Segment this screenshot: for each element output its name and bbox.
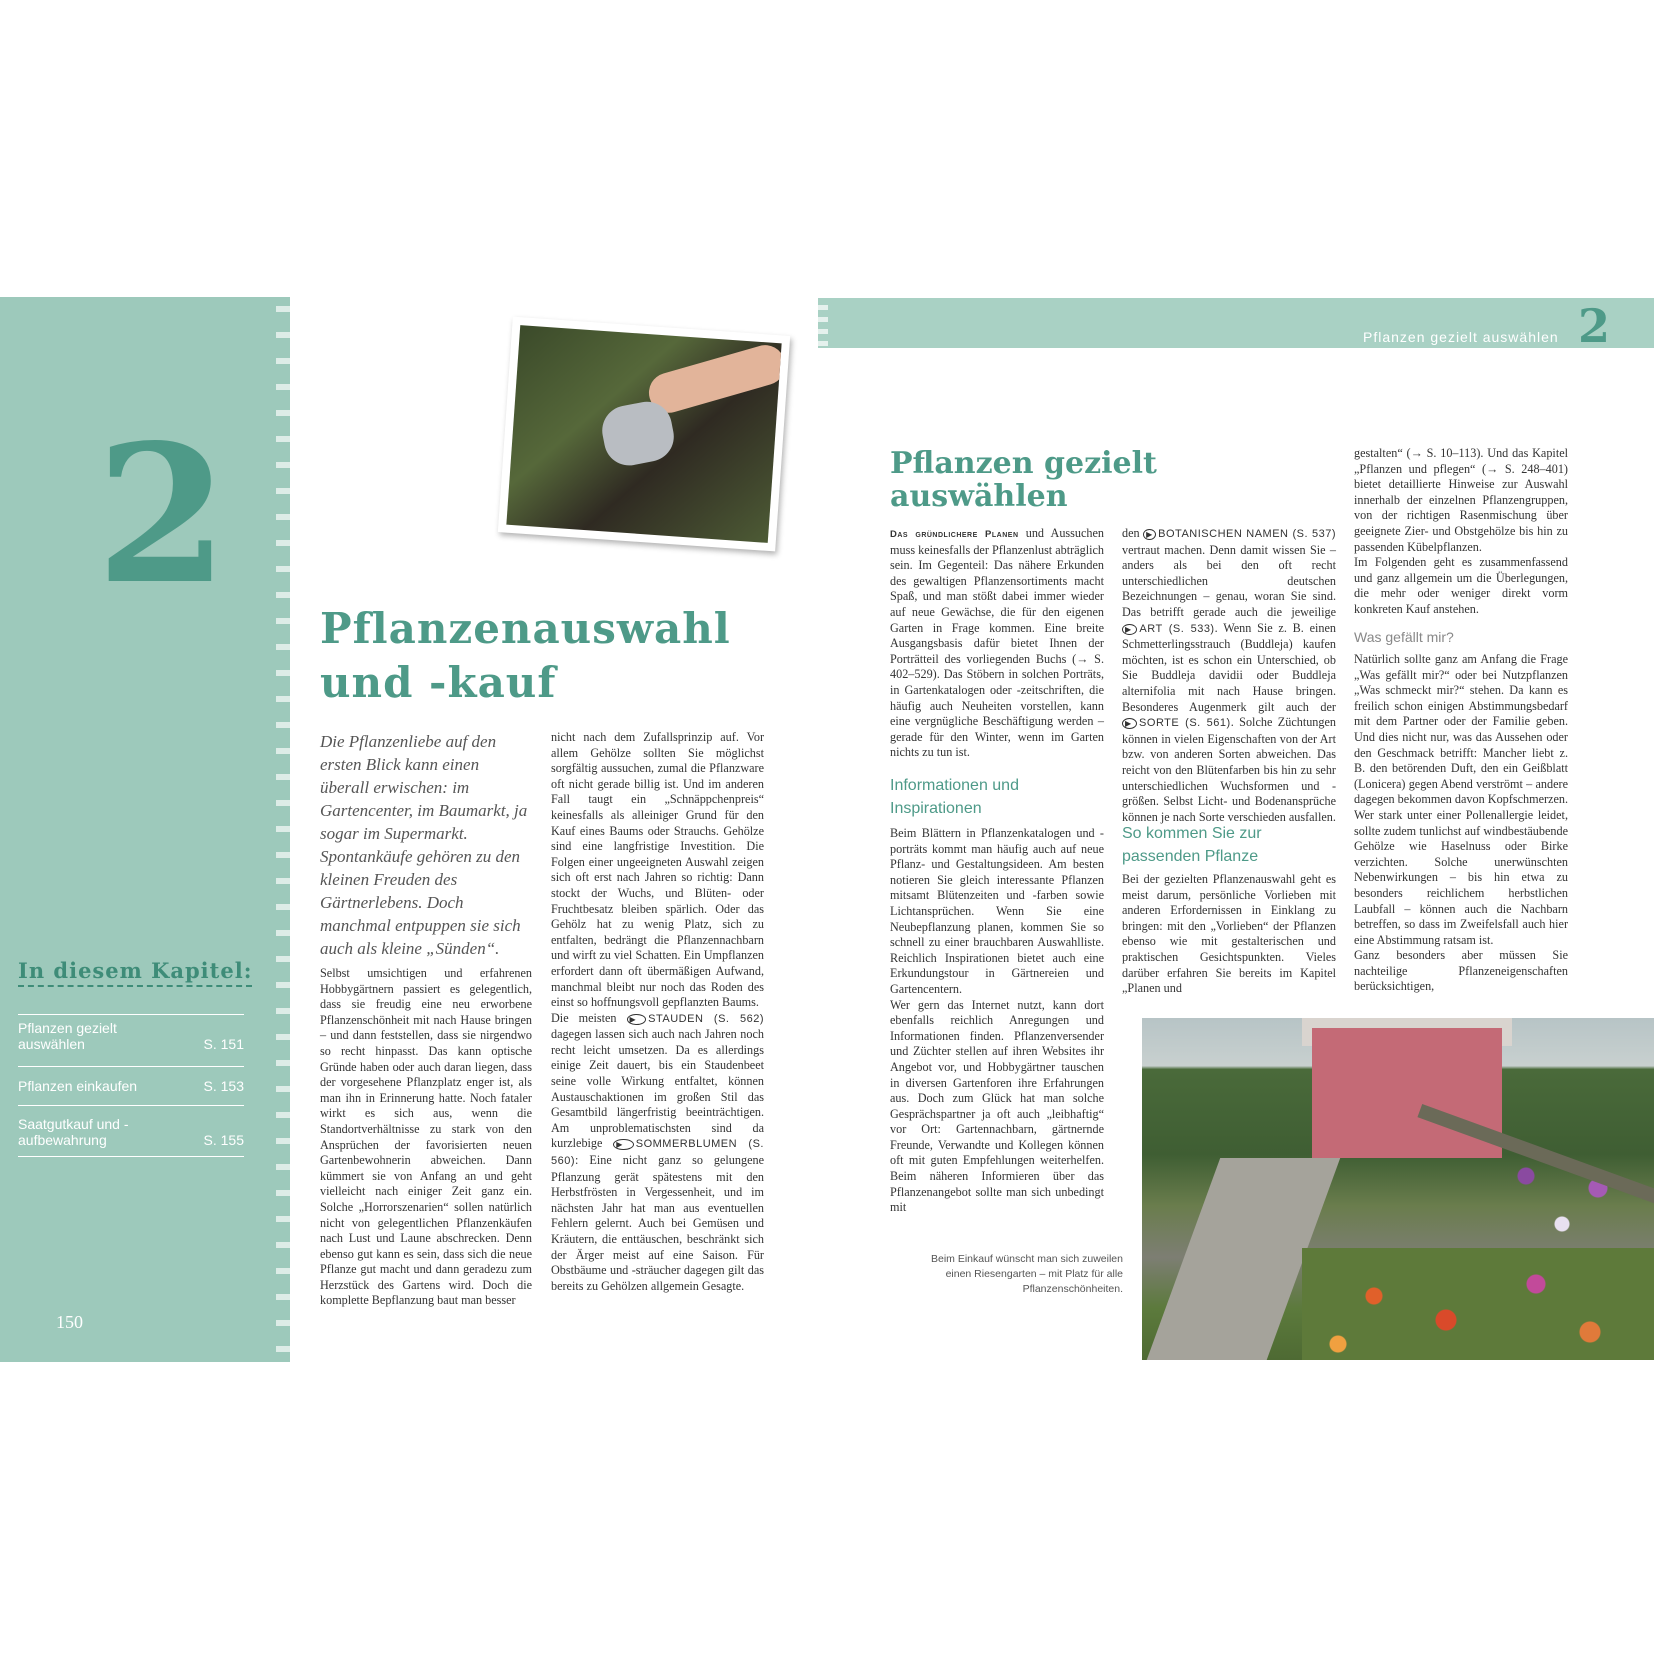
right-column-3 <box>1354 446 1568 618</box>
cross-reference[interactable]: ▶ BOTANISCHEN NAMEN (S. 537) <box>1143 528 1336 540</box>
cross-reference[interactable]: ▶ STAUDEN (S. 562) <box>627 1013 764 1025</box>
cross-reference[interactable]: ▶ ART (S. 533) <box>1122 623 1215 635</box>
paragraph: Im Folgenden geht es zusammenfassend und ganz allgemein um die Überlegungen, die mehr oder weniger direkt vorm konkreten Kauf anstehen. <box>1354 555 1568 616</box>
paragraph: Ganz besonders aber müssen Sie nachteilige Pflanzeneigenschaften berücksichtigen, <box>1354 948 1568 994</box>
right-column-2 <box>1122 526 1336 825</box>
chapter-title <box>320 602 780 710</box>
cross-reference[interactable]: ▶ SOMMERBLUMEN (S. 560) <box>551 1138 764 1167</box>
paragraph: Beim Blättern in Pflanzenkatalogen und -porträts kommt man häufig auch auf neue Pflanz- und Gestaltungsideen. Am besten notieren Sie gleich interessante Pflanzen mitsamt Blütenzeiten und -farben sowie Lichtansprüchen. Wenn Sie eine Neubepflanzung planen, kommen Sie so schnell zu einer brauchbaren Auswahlliste. Reichlich Inspirationen bietet auch eine Erkundungstour in Gärtnereien und Gartencentern. <box>890 826 1104 996</box>
gardening-gloves-photo <box>498 317 790 552</box>
toc-item-page: S. 155 <box>203 1132 244 1148</box>
toc-title: In diesem Kapitel: <box>18 958 252 987</box>
paragraph: Natürlich sollte ganz am Anfang die Frage „Was gefällt mir?“ oder bei Nutzpflanzen „Was schmeckt mir?“ stehen. Da kann es freilich schon einigen Abstimmungsbedarf mit dem Partner oder der Familie geben. Und dies nicht nur, was das Aussehen oder den Geschmack betrifft: Mancher liebt z. B. den betörenden Duft, den ein Geißblatt (Lonicera) gegen Abend verströmt – andere dagegen bekommen davon Kopfschmerzen. Wer stark unter einer Pollenallergie leidet, sollte zudem tunlichst auf windbestäubende Gehölze wie Haselnuss oder Birke verzichten. Solche unerwünschten Nebenwirkungen – bis hin etwa zu besonders reichlichem herbstlichen Laubfall – können auch die Nachbarn betreffen, so dass im Zweifelsfall auch hier eine Abstimmung ratsam ist. <box>1354 652 1568 947</box>
right-column-1b <box>890 826 1104 1216</box>
toc-divider <box>18 1156 244 1157</box>
toc-item-1[interactable] <box>18 1020 244 1052</box>
paragraph: gestalten“ (→ S. 10–113). Und das Kapitel „Pflanzen und pflegen“ (→ S. 248–401) bietet detaillierte Hinweise zur Auswahl innerhalb der einzelnen Pflanzengruppen, von der richtigen Rasenmischung über geeignete Zier- und Obstgehölze bis hin zu passenden Kübelpflanzen. <box>1354 446 1568 554</box>
toc-item-label: Pflanzen einkaufen <box>18 1078 138 1094</box>
toc-item-label: Pflanzen gezielt auswählen <box>18 1020 117 1052</box>
chapter-title-line2: und -kauf <box>320 658 557 707</box>
toc-item-page: S. 151 <box>203 1036 244 1052</box>
subheading-informationen: Informationen und Inspirationen <box>890 777 1019 817</box>
chapter-number: 2 <box>96 403 229 626</box>
paragraph: Die meisten ▶ STAUDEN (S. 562) dagegen lassen sich auch nach Jahren noch recht leicht umsetzen. Da es allerdings einige Zeit dauert, bis ein Staudenbeet seine volle Wirkung entfaltet, können Austauschaktionen im großen Stil das Gesamtbild längerfristig beeinträchtigen. Am unproblematischsten sind da kurzlebige ▶ SOMMERBLUMEN (S. 560): Eine nicht ganz so gelungene Pflanzung gerät spätestens mit den Herbstfrösten in Vergessenheit, und im nächsten Jahr hat man aus eventuellen Fehlern gelernt. Auch bei Gemüsen und Kräutern, die enttäuschen, beschränkt sich der Ärger meist auf eine Saison. Für Obstbäume und -sträucher dagegen gilt das bereits zu Gehölzen allgemein Gesagte. <box>551 1011 764 1295</box>
subheading-was-gefaellt-mir: Was gefällt mir? <box>1354 629 1454 645</box>
photo-caption: Beim Einkauf wünscht man sich zuweilen einen Riesengarten – mit Platz für alle Pflanzenschönheiten. <box>930 1253 1123 1295</box>
garden-center-photo <box>1142 1018 1654 1360</box>
paragraph: nicht nach dem Zufallsprinzip auf. Vor allem Gehölze sollten Sie möglichst sorgfältig aussuchen, zumal die Pflanzware oft nicht gerade billig ist. Und im anderen Fall taugt ein „Schnäppchenpreis“ keinesfalls als alleiniger Grund für den Kauf eines Baums oder Strauchs. Gehölze sind eine langfristige Investition. Die Folgen einer ungeeigneten Auswahl zeigen sich oft erst nach Jahren so richtig: Dann stockt der Wuchs, und Blüten- oder Fruchtbesatz bleiben spärlich. Oder das Gehölz hat zu wenig Platz, sich zu entfalten, bedrängt die Pflanzennachbarn und wirft zu viel Schatten. Ein Umpflanzen erfordert dann oft übermäßigen Aufwand, manchmal bleibt nur noch das Roden des einst so hoffnungsvoll gepflanzten Baums. <box>551 730 764 1010</box>
right-column-1 <box>890 526 1104 761</box>
left-column-1: Selbst umsichtigen und erfahrenen Hobbygärtnern passiert es gelegentlich, dass sie freudig eine neu erworbene Pflanzenschönheit mit nach Hause bringen – und dann feststellen, dass sie nirgendwo so recht hinpasst. Das kann optische Gründe haben oder auch daran liegen, dass der vorgesehene Pflanzplatz enger ist, als man ihn in Erinnerung hatte. Noch fataler wirkt es sich aus, wenn die Standortverhältnisse zu stark von den Ansprüchen der favorisierten neuen Gartenbewohnerin abweichen. Dann kümmert sie von Anfang an und geht vielleicht nach einiger Zeit ganz ein. Solche „Horrorszenarien“ sollen natürlich nicht von gelegentlichen Pflanzenkäufen nach Lust und Laune abschrecken. Denn ebenso gut kann es sein, dass sich die neue Pflanze gut macht und dann geradezu zum Herzstück des Gartens wird. Doch die komplette Bepflanzung baut man besser <box>320 966 532 1308</box>
lead-in: Das gründlichere Planen <box>890 529 1019 540</box>
right-column-2b: Bei der gezielten Pflanzenauswahl geht es meist darum, persönliche Vorlieben mit anderen Erfordernissen in Einklang zu bringen: mit den „Vorlieben“ der Pflanzen ebenso wie mit gestalterischen und praktischen Gesichtspunkten. Vieles darüber erfahren Sie bereits im Kapitel „Planen und <box>1122 872 1336 996</box>
running-head: Pflanzen gezielt auswählen <box>1363 329 1559 345</box>
chapter-intro: Die Pflanzenliebe auf den ersten Blick kann einen überall erwischen: im Gartencenter, im Baumarkt, ja sogar im Supermarkt. Spontankäufe gehören zu den kleinen Freuden des Gärtnerlebens. Doch manchmal entpuppen sie sich auch als kleine „Sünden“. <box>320 732 528 958</box>
toc-item-3[interactable] <box>18 1116 244 1148</box>
running-head-chapter-number: 2 <box>1578 299 1611 353</box>
paragraph: Wer gern das Internet nutzt, kann dort ebenfalls reichlich Anregungen und Informationen finden. Pflanzenversender und Züchter stellen auf ihren Websites ihr Angebot vor, und Hobbygärtner tauschen in diversen Gartenforen ihre Erfahrungen aus. Doch zum Glück hat man solche Gesprächspartner ja oft auch „leibhaftig“ vor Ort: Gartennachbarn, gärtnernde Freunde, Verwandte und Kollegen können oft mit guten Empfehlungen weiterhelfen. Beim näheren Informieren über das Pflanzenangebot sollte man sich unbedingt mit <box>890 997 1104 1215</box>
toc-divider <box>18 1105 244 1106</box>
toc-item-2[interactable] <box>18 1078 244 1094</box>
toc-divider <box>18 1066 244 1067</box>
subheading-passende-pflanze: So kommen Sie zur passenden Pflanze <box>1122 825 1262 865</box>
left-column-2 <box>551 730 764 1294</box>
paragraph: Das gründlichere Planen und Aussuchen muss keinesfalls der Pflanzenlust abträglich sein. Im Gegenteil: Das nähere Erkunden des gewaltigen Pflanzensortiments macht Spaß, und man stößt dabei immer wieder auf neue Gewächse, die für den eigenen Garten in Frage kommen. Eine breite Ausgangsbasis dafür bietet Ihnen der Porträtteil des vorliegenden Buchs (→ S. 402–529). Das Stöbern in solchen Porträts, in Gartenkatalogen oder -zeitschriften, die häufig auch Neuheiten vorstellen, kann eine vergnügliche Beschäftigung werden – gerade für den Winter, wenn im Garten nichts zu tun ist. <box>890 526 1105 760</box>
chapter-title-line1: Pflanzenauswahl <box>320 604 731 653</box>
right-column-3b <box>1354 652 1568 995</box>
paragraph: den ▶ BOTANISCHEN NAMEN (S. 537) vertraut machen. Denn damit wissen Sie – anders als bei den oft recht unterschiedlichen deutschen Bezeichnungen – genau, woran Sie sind. Das betrifft gerade auch die jeweilige ▶ ART (S. 533). Wenn Sie z. B. einen Schmetterlingsstrauch (Buddleja) kaufen möchten, ist es schon ein Unterschied, ob Sie Buddleja davidii oder Buddleja alternifolia mit nach Hause bringen. Besonderes Augenmerk gilt auch der ▶ SORTE (S. 561). Solche Züchtungen können in vielen Eigenschaften von der Art bzw. von anderen Sorten abweichen. Das reicht von den Blütenfarben bis hin zu sehr unterschiedlichen Wuchsformen und -größen. Selbst Licht- und Bodenansprüche können je nach Sorte verschieden ausfallen. <box>1122 526 1336 825</box>
toc-divider <box>18 1014 244 1015</box>
toc-item-label: Saatgutkauf und -aufbewahrung <box>18 1116 129 1148</box>
cross-reference[interactable]: ▶ SORTE (S. 561) <box>1122 717 1231 729</box>
section-title: Pflanzen gezielt auswählen <box>890 446 1157 514</box>
page-number-left: 150 <box>56 1312 83 1332</box>
toc-item-page: S. 153 <box>203 1078 244 1094</box>
